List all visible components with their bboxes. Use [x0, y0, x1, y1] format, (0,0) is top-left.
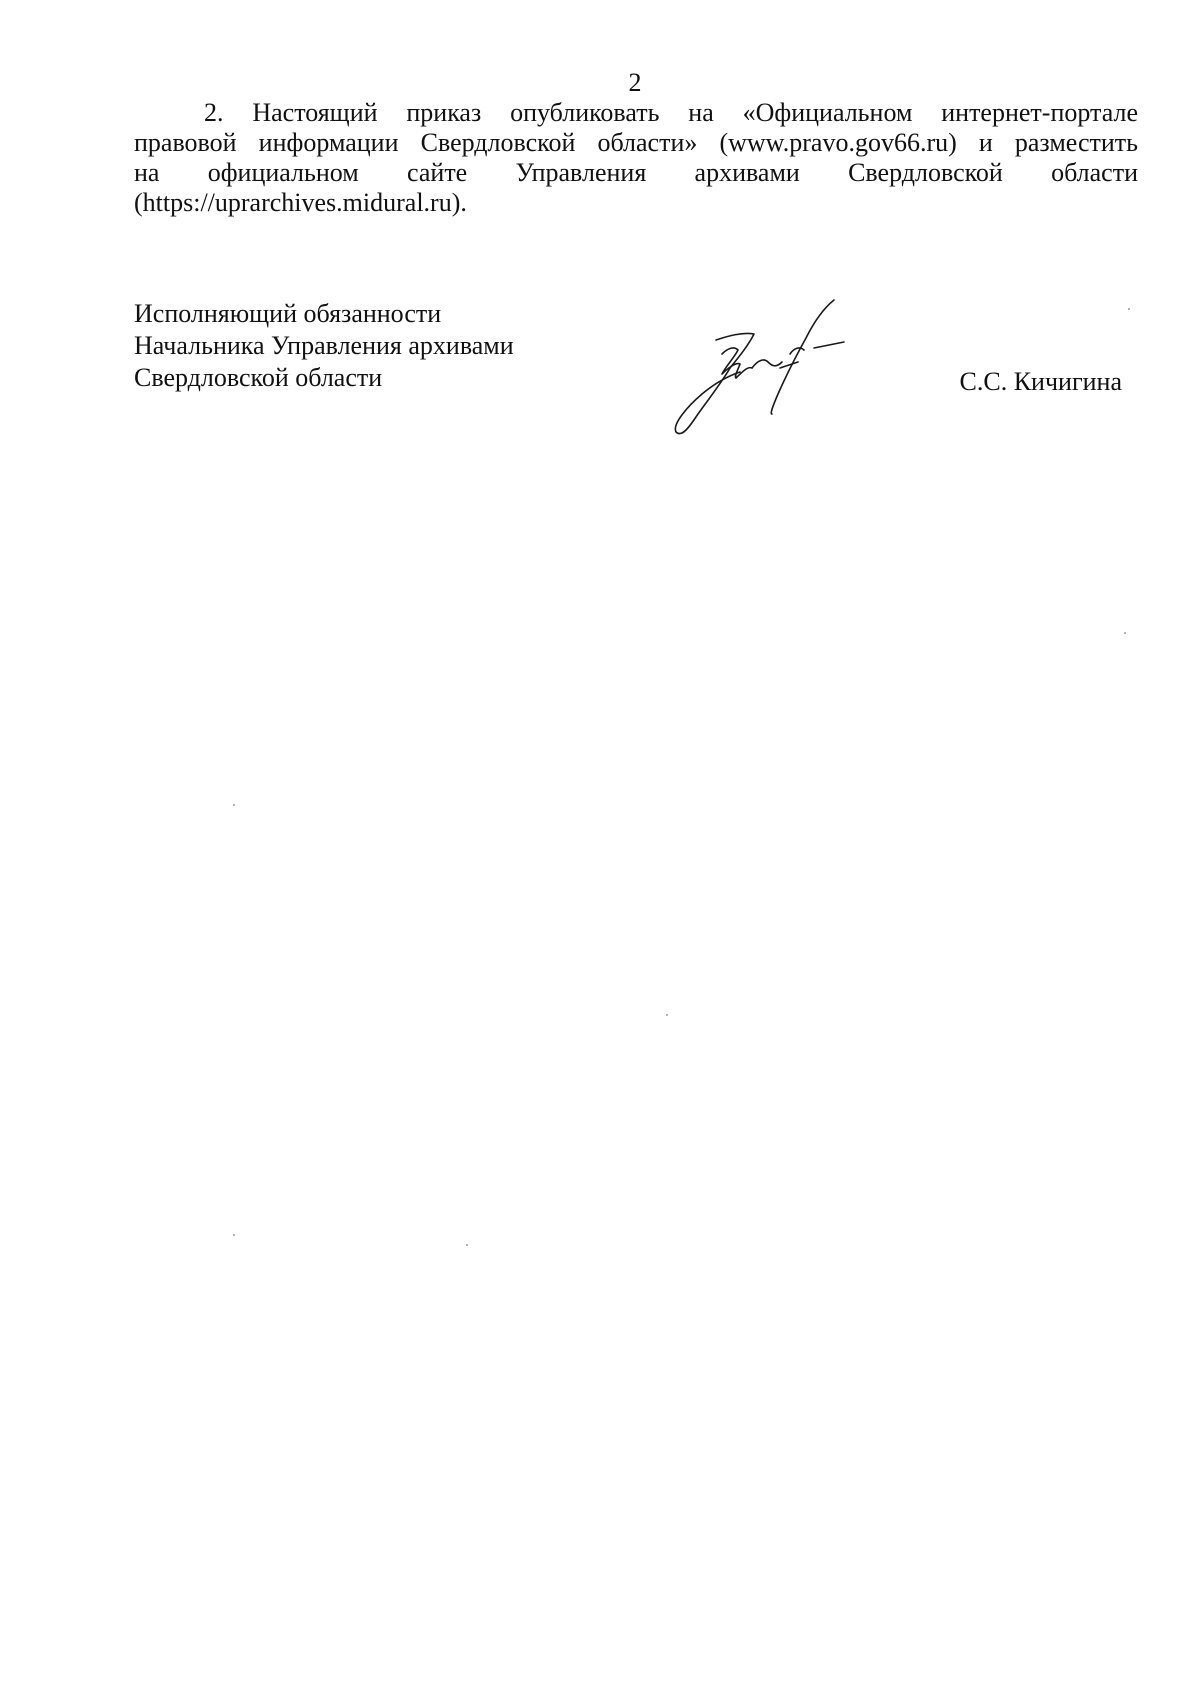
position-line: Свердловской области [134, 363, 383, 392]
position-line: Начальника Управления архивами [134, 331, 514, 360]
page-number: 2 [628, 68, 642, 97]
signer-name: С.С. Кичигина [959, 367, 1122, 396]
handwritten-signature [668, 296, 868, 446]
order-paragraph [134, 98, 1138, 218]
position-line: Исполняющий обязанности [134, 299, 442, 328]
scan-speck [1124, 632, 1126, 634]
scan-speck [466, 1244, 468, 1246]
scan-speck [1128, 308, 1130, 310]
paragraph-line: (https://uprarchives.midural.ru). [134, 188, 467, 217]
scan-speck [233, 1234, 235, 1236]
paragraph-line: 2. Настоящий приказ опубликовать на «Официальном интернет-портале [204, 98, 1138, 127]
scan-speck [666, 1014, 668, 1016]
signatory-position [134, 298, 514, 394]
paragraph-line: правовой информации Свердловской области» (www.pravo.gov66.ru) и разместить [134, 128, 1138, 157]
paragraph-line: на официальном сайте Управления архивами Свердловской области [134, 158, 1138, 187]
scan-speck [233, 804, 235, 806]
